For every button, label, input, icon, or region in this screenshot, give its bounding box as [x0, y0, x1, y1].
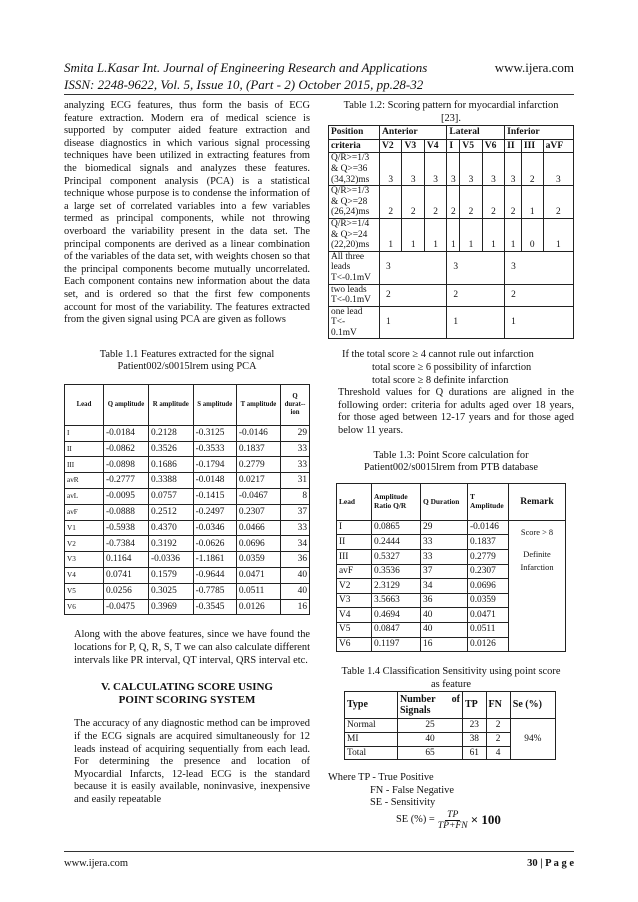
- table-cell: -0.3545: [193, 599, 236, 615]
- table-cell: avR: [65, 473, 104, 489]
- table-cell: 34: [421, 579, 468, 594]
- table-cell: 0.3192: [149, 536, 194, 552]
- formula-se: [328, 810, 574, 831]
- col-header: FN: [486, 692, 510, 719]
- score-cell: 2: [505, 284, 574, 306]
- score-cell: 1: [402, 218, 424, 251]
- remark-definite: Definite Infarction: [520, 550, 554, 572]
- table-cell: 29: [421, 520, 468, 535]
- table-row: [329, 284, 574, 306]
- table-cell: -0.7785: [193, 583, 236, 599]
- formula-numerator: TP: [447, 808, 459, 820]
- table-cell: 40: [421, 622, 468, 637]
- score-cell: 2: [424, 186, 446, 219]
- table-row: [329, 186, 574, 219]
- criteria-cell: [329, 284, 380, 306]
- criteria-cell: [329, 218, 380, 251]
- table-cell: -0.0888: [104, 504, 149, 520]
- table-cell: 0.1164: [104, 552, 149, 568]
- table11-caption-line1: Table 1.1 Features extracted for the signal: [99, 348, 275, 360]
- table-row: [65, 552, 310, 568]
- table-cell: -0.0346: [193, 520, 236, 536]
- sensitivity-cell: 94%: [510, 719, 555, 760]
- table-cell: 2.3129: [372, 579, 421, 594]
- table-cell: 0.0865: [372, 520, 421, 535]
- table-cell: 0.0741: [104, 568, 149, 584]
- col-header: TP: [463, 692, 487, 719]
- table-cell: 0.0359: [236, 552, 280, 568]
- col-header: Number of Signals: [398, 692, 463, 719]
- table-row: [337, 520, 566, 535]
- table-cell: 0.4694: [372, 608, 421, 623]
- table-cell: 61: [463, 746, 487, 760]
- table-cell: 0.0359: [468, 593, 509, 608]
- section-title-line2: POINT SCORING SYSTEM: [118, 693, 256, 706]
- lead-header: V2: [380, 139, 402, 153]
- table-cell: -0.2777: [104, 473, 149, 489]
- score-rule-2: total score ≥ 6 possibility of infarction: [372, 362, 532, 374]
- score-cell: 3: [543, 153, 573, 186]
- table-cell: -0.0184: [104, 425, 149, 441]
- table-cell: 0.0126: [468, 637, 509, 652]
- table-cell: 0.0217: [236, 473, 280, 489]
- score-cell: 1: [447, 218, 460, 251]
- score-cell: 3: [460, 153, 482, 186]
- table-cell: 0.2444: [372, 535, 421, 550]
- criteria-line: 0.1mV: [331, 327, 357, 338]
- table-cell: -0.0095: [104, 489, 149, 505]
- group-header-inferior: Inferior: [505, 126, 574, 140]
- paragraph-intervals: Along with the above features, since we have found the locations for P, Q, R, S, T we can also calculate different intervals like PR interval, QT interval, QRS interval etc.: [74, 629, 310, 666]
- issn-line: ISSN: 2248-9622, Vol. 5, Issue 10, (Part - 2) October 2015, pp.28-32: [64, 77, 424, 92]
- table-cell: V6: [65, 599, 104, 615]
- table-cell: -0.0626: [193, 536, 236, 552]
- score-cell: 2: [380, 284, 447, 306]
- table-cell: 40: [281, 583, 310, 599]
- score-cell: 2: [460, 186, 482, 219]
- table-cell: 40: [421, 608, 468, 623]
- table-cell: V2: [65, 536, 104, 552]
- table-cell: 2: [486, 732, 510, 746]
- table-cell: 31: [281, 473, 310, 489]
- table-cell: 16: [421, 637, 468, 652]
- table-cell: 33: [421, 535, 468, 550]
- table-cell: 3.5663: [372, 593, 421, 608]
- left-column: [64, 100, 310, 807]
- table-cell: -0.0336: [149, 552, 194, 568]
- lead-header: V6: [482, 139, 504, 153]
- table-row: [65, 473, 310, 489]
- table-row: [65, 520, 310, 536]
- table-cell: 37: [421, 564, 468, 579]
- col-header: Se (%): [510, 692, 555, 719]
- table-cell: 0.0256: [104, 583, 149, 599]
- score-cell: 1: [482, 218, 504, 251]
- table13-caption-line1: Table 1.3: Point Score calculation for: [373, 449, 529, 461]
- table-cell: 0.0757: [149, 489, 194, 505]
- criteria-cell: [329, 186, 380, 219]
- score-cell: 2: [482, 186, 504, 219]
- table-cell: 33: [421, 550, 468, 565]
- score-cell: 3: [505, 251, 574, 284]
- table-row: [65, 599, 310, 615]
- table12-caption-line2: [23].: [441, 112, 461, 124]
- table-cell: -0.0146: [236, 425, 280, 441]
- table-cell: 40: [398, 732, 463, 746]
- table-cell: 0.0696: [468, 579, 509, 594]
- table-cell: V2: [337, 579, 372, 594]
- table-cell: 34: [281, 536, 310, 552]
- table-cell: II: [65, 441, 104, 457]
- table-cell: 0.1197: [372, 637, 421, 652]
- table-cell: V5: [337, 622, 372, 637]
- table-cell: 0.1579: [149, 568, 194, 584]
- col-header: Q durat--ion: [281, 384, 310, 425]
- table-cell: V6: [337, 637, 372, 652]
- table-cell: avF: [65, 504, 104, 520]
- score-cell: 2: [447, 284, 505, 306]
- table-cell: 33: [281, 457, 310, 473]
- score-cell: 1: [380, 218, 402, 251]
- table-cell: 8: [281, 489, 310, 505]
- table-cell: III: [337, 550, 372, 565]
- table-cell: 0.0126: [236, 599, 280, 615]
- criteria-line: (26,24)ms: [331, 207, 370, 218]
- score-cell: 1: [543, 218, 573, 251]
- table-cell: 0.3526: [149, 441, 194, 457]
- table-cell: 0.0511: [236, 583, 280, 599]
- score-cell: 1: [424, 218, 446, 251]
- table13-caption-line2: Patient002/s0015lrem from PTB database: [363, 462, 538, 474]
- table-cell: 2: [486, 719, 510, 733]
- criteria-line: & Q>=28: [331, 196, 368, 207]
- criteria-line: All three: [331, 251, 365, 262]
- score-rule-3: total score ≥ 8 definite infarction: [372, 374, 509, 386]
- col-header: Q amplitude: [104, 384, 149, 425]
- table-cell: 36: [281, 552, 310, 568]
- table-cell: 33: [281, 441, 310, 457]
- table-cell: 33: [281, 520, 310, 536]
- lead-header: I: [447, 139, 460, 153]
- table-cell: 0.3025: [149, 583, 194, 599]
- table-cell: 0.2512: [149, 504, 194, 520]
- right-column: [328, 100, 574, 831]
- table-cell: 37: [281, 504, 310, 520]
- criteria-line: & Q>=24: [331, 229, 368, 240]
- table-cell: 16: [281, 599, 310, 615]
- table-cell: -0.3125: [193, 425, 236, 441]
- score-cell: 2: [402, 186, 424, 219]
- table-row: [329, 251, 574, 284]
- page-number: 30 | P a g e: [527, 858, 574, 869]
- score-cell: 1: [460, 218, 482, 251]
- journal-citation: Smita L.Kasar Int. Journal of Engineering Research and Applications: [64, 60, 428, 75]
- criteria-line: & Q>=36: [331, 163, 368, 174]
- table-cell: -0.0862: [104, 441, 149, 457]
- table-cell: -0.7384: [104, 536, 149, 552]
- footer-rule: [64, 851, 574, 852]
- col-header: T Amplitude: [468, 483, 509, 520]
- table-row: [65, 504, 310, 520]
- score-cell: 2: [505, 186, 522, 219]
- table-row: [345, 719, 556, 733]
- score-cell: 1: [380, 306, 447, 339]
- formula-multiplier: × 100: [470, 812, 501, 828]
- table-cell: -0.0467: [236, 489, 280, 505]
- table-cell: I: [337, 520, 372, 535]
- criteria-line: one lead: [331, 306, 363, 317]
- col-header: Lead: [337, 483, 372, 520]
- table-cell: 23: [463, 719, 487, 733]
- table-cell: avF: [337, 564, 372, 579]
- criteria-cell: [329, 251, 380, 284]
- paragraph-pca: analyzing ECG features, thus form the basis of ECG feature extraction. Modern era of medical science is supported by computer aided feature extraction and disease diagnostics in which various signal processing techniques have been utilized in extracting features from the biomedical signals and analyzes these features. Principal component analysis (PCA) is a statistical technique whose purpose is to condense the information of a large set of correlated variables into a few variables termed as principal components, while not throwing overboard the variability present in the data set. The principal components are derived as a linear combination of the variables of the data set, with weights chosen so that the principal components become mutually uncorrelated. Each component contains new information about the data set, and is ordered so that the first few components account for most of the variability. The features extracted from the given signal using PCA are given as follows: [64, 100, 310, 326]
- table-cell: 38: [463, 732, 487, 746]
- lead-header: V4: [424, 139, 446, 153]
- table-cell: -0.2497: [193, 504, 236, 520]
- formula-denominator: TP+FN: [437, 819, 468, 831]
- table-cell: -0.9644: [193, 568, 236, 584]
- col-header: Q Duration: [421, 483, 468, 520]
- criteria-line: two leads: [331, 284, 367, 295]
- where-line-3: SE - Sensitivity: [370, 797, 436, 809]
- table-cell: 0.3536: [372, 564, 421, 579]
- table-cell: 0.5327: [372, 550, 421, 565]
- score-cell: 1: [447, 306, 505, 339]
- criteria-line: T<-0.1mV: [331, 295, 371, 306]
- table-cell: 0.0696: [236, 536, 280, 552]
- table-row: [65, 457, 310, 473]
- table-cell: 0.1837: [468, 535, 509, 550]
- criteria-cell: [329, 306, 380, 339]
- score-cell: 3: [505, 153, 522, 186]
- col-header: R amplitude: [149, 384, 194, 425]
- table-cell: MI: [345, 732, 398, 746]
- table-cell: 25: [398, 719, 463, 733]
- table-cell: 0.1686: [149, 457, 194, 473]
- table-point-score: [336, 483, 566, 652]
- table-row: [65, 536, 310, 552]
- lead-header: V3: [402, 139, 424, 153]
- lead-header: III: [521, 139, 543, 153]
- table-cell: V1: [65, 520, 104, 536]
- table-cell: 0.4370: [149, 520, 194, 536]
- score-cell: 2: [447, 186, 460, 219]
- score-cell: 3: [380, 251, 447, 284]
- criteria-line: (22,20)ms: [331, 240, 370, 251]
- table-cell: -0.3533: [193, 441, 236, 457]
- table-row: [329, 218, 574, 251]
- remark-cell: [509, 520, 566, 651]
- section-title: V. CALCULATING SCORE USING: [101, 681, 273, 694]
- footer: [64, 858, 574, 869]
- table-cell: 0.0471: [236, 568, 280, 584]
- score-cell: 3: [482, 153, 504, 186]
- table-scoring-pattern: [328, 125, 574, 339]
- col-header: S amplitude: [193, 384, 236, 425]
- table-row: [65, 489, 310, 505]
- table-cell: V5: [65, 583, 104, 599]
- table-cell: 0.0511: [468, 622, 509, 637]
- table-cell: 65: [398, 746, 463, 760]
- table-cell: -1.1861: [193, 552, 236, 568]
- table-row: [65, 441, 310, 457]
- table-cell: 0.0847: [372, 622, 421, 637]
- criteria-line: Q/R>=1/3: [331, 153, 370, 164]
- paragraph-accuracy: The accuracy of any diagnostic method can be improved if the ECG signals are acquired simultaneously for 12 leads instead of acquiring sequentially from each lead. For determining the presence and location of Myocardial Infarcts, 12-lead ECG is the standard because it is easily available, noninvasive, inexpensive and easily repeatable: [74, 718, 310, 805]
- score-cell: 1: [505, 218, 522, 251]
- table-cell: Normal: [345, 719, 398, 733]
- table-cell: 36: [421, 593, 468, 608]
- lead-header: II: [505, 139, 522, 153]
- table-cell: -0.0475: [104, 599, 149, 615]
- table14-caption-line2: as feature: [430, 678, 472, 690]
- col-header: Lead: [65, 384, 104, 425]
- table-row: [65, 568, 310, 584]
- score-cell: 3: [447, 251, 505, 284]
- table-cell: I: [65, 425, 104, 441]
- footer-site[interactable]: www.ijera.com: [64, 858, 129, 869]
- table-cell: -0.0898: [104, 457, 149, 473]
- table-row: [65, 583, 310, 599]
- table-cell: 0.0471: [468, 608, 509, 623]
- score-cell: 3: [447, 153, 460, 186]
- table-pca-features: [64, 384, 310, 616]
- lead-header: aVF: [543, 139, 573, 153]
- header-rule: [64, 94, 574, 95]
- criteria-line: Q/R>=1/4: [331, 218, 370, 229]
- table-cell: V4: [65, 568, 104, 584]
- formula-lhs: SE (%) =: [396, 814, 435, 826]
- table-cell: III: [65, 457, 104, 473]
- table-row: [329, 153, 574, 186]
- score-cell: 2: [543, 186, 573, 219]
- table-cell: 0.2307: [468, 564, 509, 579]
- score-cell: 3: [380, 153, 402, 186]
- table-cell: V3: [337, 593, 372, 608]
- score-cell: 3: [402, 153, 424, 186]
- table-cell: -0.1415: [193, 489, 236, 505]
- table-cell: 0.2128: [149, 425, 194, 441]
- table-cell: 29: [281, 425, 310, 441]
- criteria-cell: [329, 153, 380, 186]
- criteria-line: (34,32)ms: [331, 174, 370, 185]
- score-rule-1: If the total score ≥ 4 cannot rule out infarction: [342, 349, 534, 361]
- group-header-lateral: Lateral: [447, 126, 505, 140]
- table-cell: 0.0466: [236, 520, 280, 536]
- table-row: [65, 425, 310, 441]
- table-cell: II: [337, 535, 372, 550]
- score-cell: 0: [521, 218, 543, 251]
- score-cell: 1: [521, 186, 543, 219]
- col-header: Remark: [509, 483, 566, 520]
- col-header: Amplitude Ratio Q/R: [372, 483, 421, 520]
- criteria-line: T<-: [331, 317, 346, 328]
- table-row: [329, 306, 574, 339]
- table-cell: 40: [281, 568, 310, 584]
- table-cell: avL: [65, 489, 104, 505]
- score-cell: 1: [505, 306, 574, 339]
- paragraph-threshold: Threshold values for Q durations are aligned in the following order: criteria for adults aged over 18 years, for those aged between 12-17 years and for those aged below 11 years.: [338, 387, 574, 437]
- table-cell: Total: [345, 746, 398, 760]
- table-cell: -0.0146: [468, 520, 509, 535]
- table-cell: -0.0148: [193, 473, 236, 489]
- where-line-2: FN - False Negative: [370, 784, 454, 796]
- criteria-line: Q/R>=1/3: [331, 186, 370, 197]
- table-cell: V4: [337, 608, 372, 623]
- score-cell: 3: [424, 153, 446, 186]
- table11-caption-line2: Patient002/s0015lrem using PCA: [117, 361, 257, 373]
- table-cell: 0.2779: [468, 550, 509, 565]
- position-header: Position: [329, 126, 380, 140]
- table-cell: V3: [65, 552, 104, 568]
- criteria-line: leads: [331, 262, 351, 273]
- journal-site[interactable]: www.ijera.com: [494, 60, 574, 75]
- remark-score: Score > 8: [520, 527, 554, 537]
- table12-caption-line1: Table 1.2: Scoring pattern for myocardial infarction: [343, 100, 559, 111]
- running-header: [64, 60, 574, 76]
- table14-caption-line1: Table 1.4 Classification Sensitivity using point score: [341, 666, 561, 678]
- col-header: T amplitude: [236, 384, 280, 425]
- group-header-anterior: Anterior: [380, 126, 447, 140]
- table-cell: 0.1837: [236, 441, 280, 457]
- table-cell: 0.2779: [236, 457, 280, 473]
- table-cell: -0.5938: [104, 520, 149, 536]
- lead-header: V5: [460, 139, 482, 153]
- score-cell: 2: [521, 153, 543, 186]
- table-cell: 0.3969: [149, 599, 194, 615]
- criteria-line: T<-0.1mV: [331, 272, 371, 283]
- table-cell: -0.1794: [193, 457, 236, 473]
- table-cell: 4: [486, 746, 510, 760]
- table-sensitivity: [344, 691, 556, 760]
- score-cell: 2: [380, 186, 402, 219]
- table-cell: 0.2307: [236, 504, 280, 520]
- table-cell: 0.3388: [149, 473, 194, 489]
- criteria-header: criteria: [329, 139, 380, 153]
- formula-fraction: [438, 810, 468, 831]
- where-line-1: Where TP - True Positive: [328, 772, 434, 784]
- col-header: Type: [345, 692, 398, 719]
